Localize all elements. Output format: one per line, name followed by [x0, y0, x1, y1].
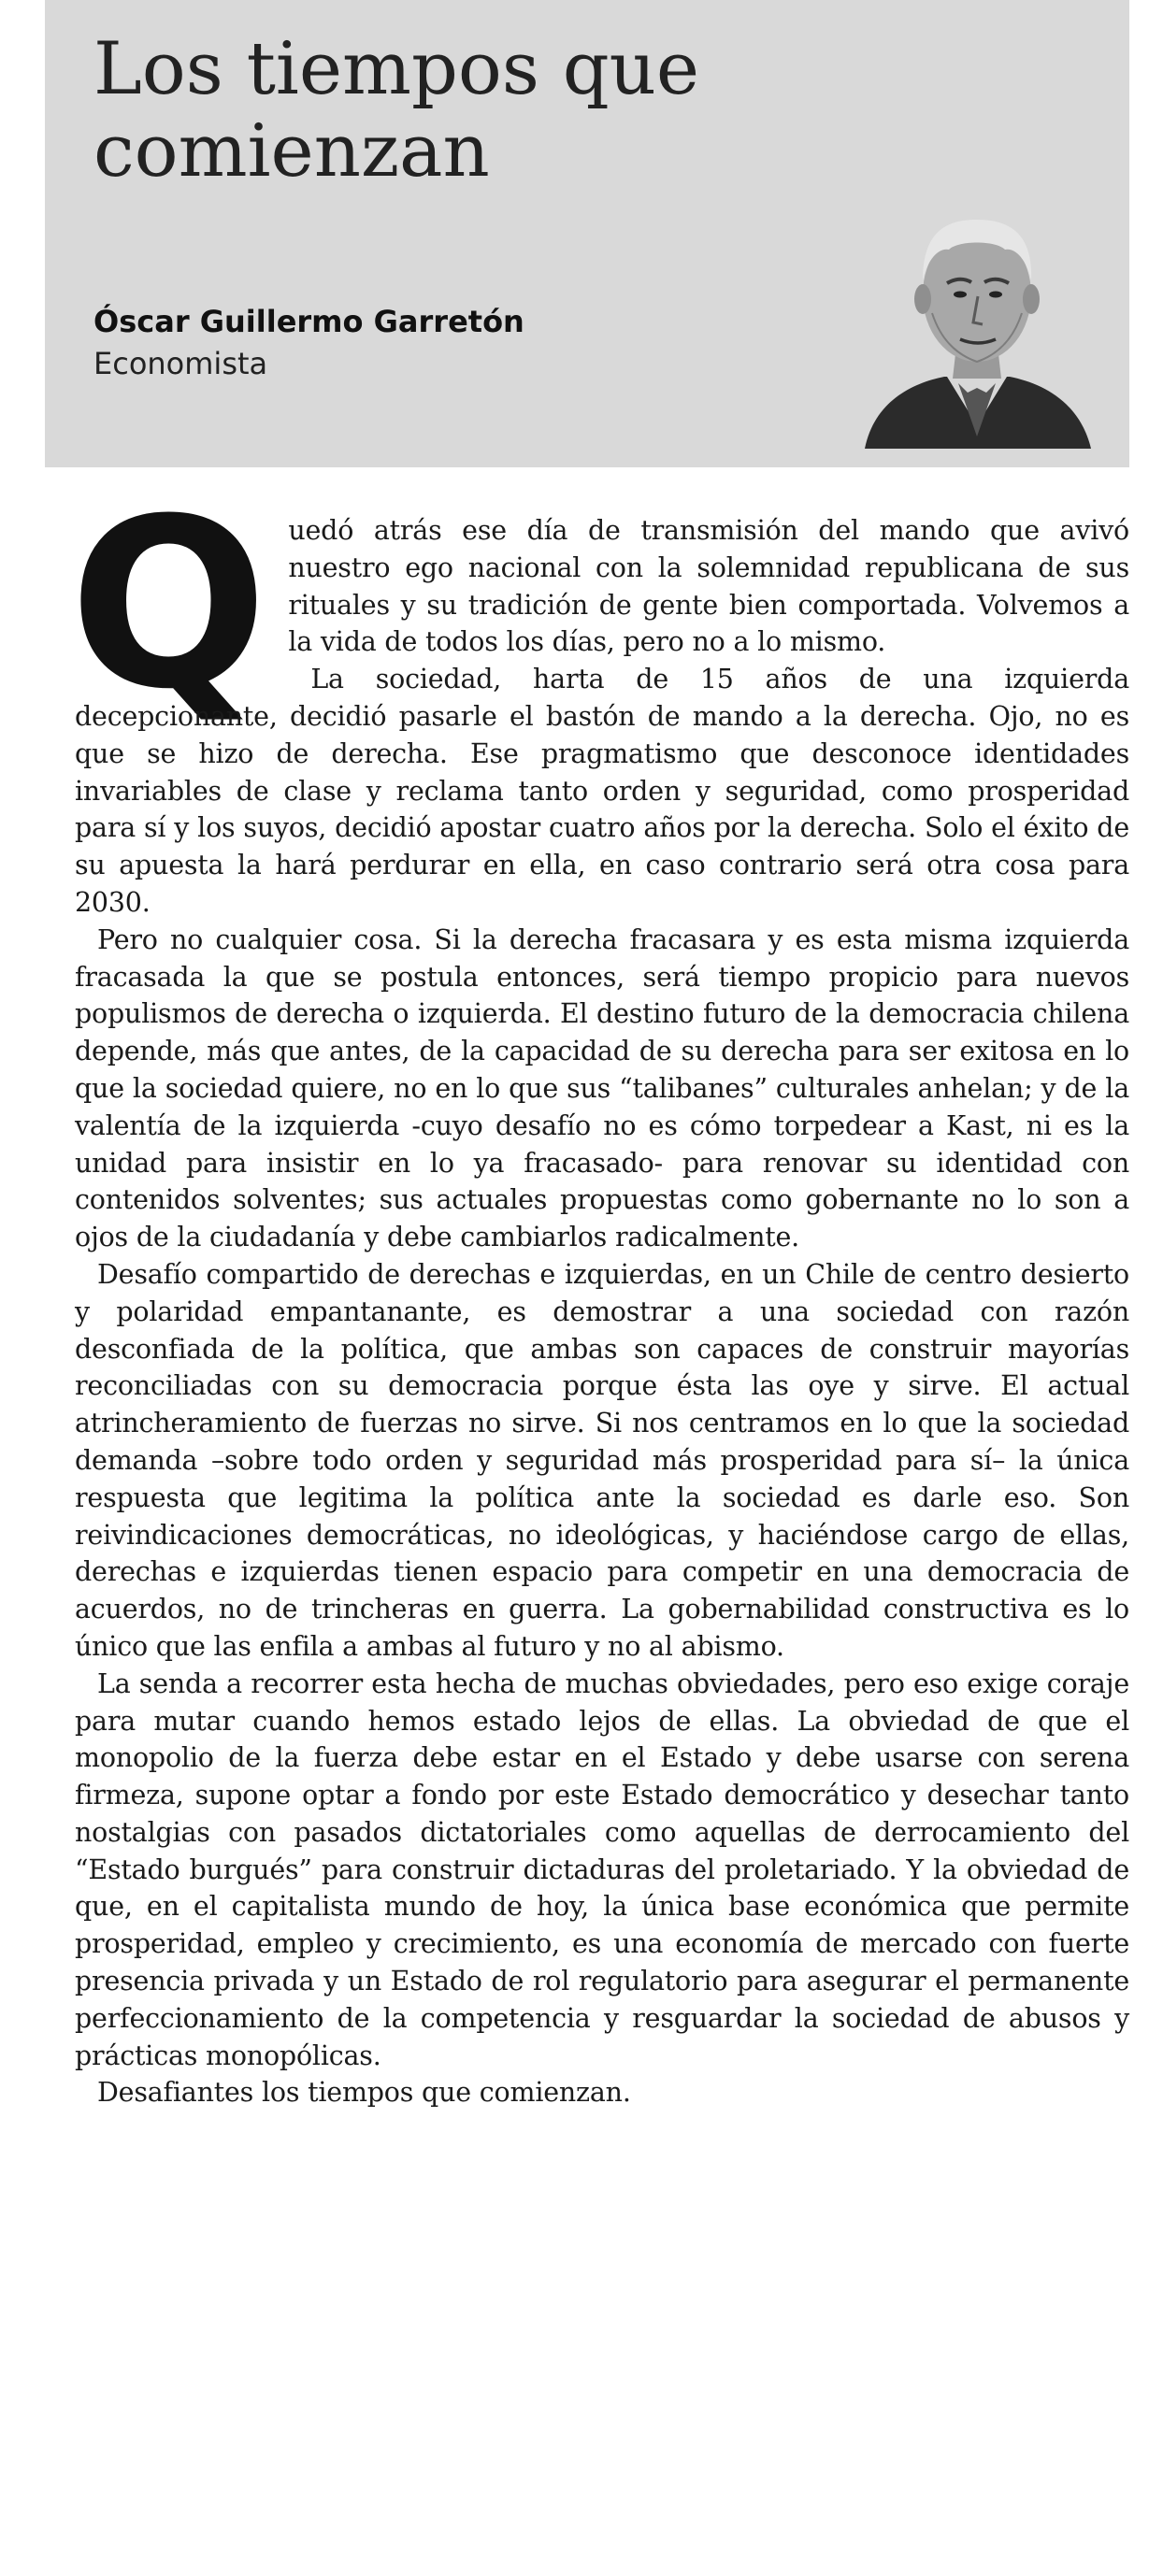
- article-body: [69, 468, 1129, 2111]
- article-paragraph-2: La sociedad, harta de 15 años de una izquierda decepcionante, decidió pasarle el bastón de mando a la derecha. Ojo, no es que se hizo de derecha. Ese pragmatismo que desconoce identidades invariables de clase y reclama tanto orden y seguridad, como prosperidad para sí y los suyos, decidió apostar cuatro años por la derecha. Solo el éxito de su apuesta la hará perdurar en ella, en caso contrario será otra cosa para 2030.: [75, 664, 1129, 918]
- article-paragraph-3: Pero no cualquier cosa. Si la derecha fracasara y es esta misma izquierda fracasada la que se postula entonces, será tiempo propicio para nuevos populismos de derecha o izquierda. El destino futuro de la democracia chilena depende, más que antes, de la capacidad de su derecha para ser exitosa en lo que la sociedad quiere, no en lo que sus “talibanes” culturales anhelan; y de la valentía de la izquierda -cuyo desafío no es cómo torpedear a Kast, ni es la unidad para insistir en lo ya fracasado- para renovar su identidad con contenidos solventes; sus actuales propuestas como gobernante no lo son a ojos de la ciudadanía y debe cambiarlos radicalmente.: [75, 923, 1129, 1253]
- article-paragraph-1: [69, 468, 1129, 740]
- author-portrait: [855, 192, 1098, 449]
- author-name: Óscar Guillermo Garretón: [93, 304, 524, 339]
- first-paragraph-text: uedó atrás ese día de transmisión del mando que avivó nuestro ego nacional con la solemnidad republicana de sus rituales y su tradición de gente bien comportada. Volvemos a la vida de todos los días, pero no a lo mismo.: [288, 515, 1129, 658]
- page-title: Los tiempos que comienzan: [93, 27, 700, 193]
- dropcap-letter: Q: [69, 468, 268, 740]
- article-paragraph-6: Desafiantes los tiempos que comienzan.: [97, 2077, 631, 2109]
- article-paragraph-5: La senda a recorrer esta hecha de muchas obviedades, pero eso exige coraje para mutar cuando hemos estado lejos de ellas. La obviedad de que el monopolio de la fuerza debe estar en el Estado y debe usarse con serena firmeza, supone optar a fondo por este Estado democrático y desechar tanto nostalgias con pasados dictatoriales como aquellas de derrocamiento del “Estado burgués” para construir dictaduras del proletariado. Y la obviedad de que, en el capitalista mundo de hoy, la única base económica que permite prosperidad, empleo y crecimiento, es una economía de mercado con fuerte presencia privada y un Estado de rol regulatorio para asegurar el permanente perfeccionamiento de la competencia y resguardar la sociedad de abusos y prácticas monopólicas.: [75, 1667, 1129, 2071]
- article-paragraph-4: Desafío compartido de derechas e izquierdas, en un Chile de centro desierto y polaridad empantanante, es demostrar a una sociedad con razón desconfiada de la política, que ambas son capaces de construir mayorías reconciliadas con su democracia porque ésta las oye y sirve. El actual atrincheramiento de fuerzas no sirve. Si nos centramos en lo que la sociedad demanda –sobre todo orden y seguridad más prosperidad para sí– la única respuesta que legitima la política ante la sociedad es darle eso. Son reivindicaciones democráticas, no ideológicas, y haciéndose cargo de ellas, derechas e izquierdas tienen espacio para competir en una democracia de acuerdos, no de trincheras en guerra. La gobernabilidad constructiva es lo único que las enfila a ambas al futuro y no al abismo.: [75, 1258, 1129, 1662]
- author-role: Economista: [93, 346, 268, 381]
